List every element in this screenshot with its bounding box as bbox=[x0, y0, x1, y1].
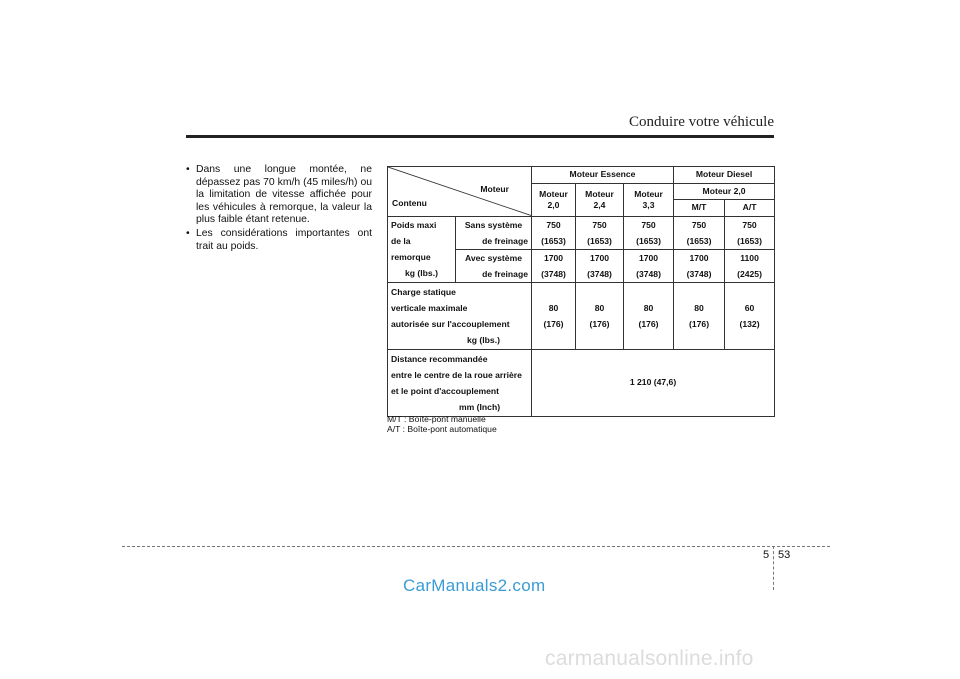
footer-rule bbox=[122, 546, 830, 547]
distance-label: Distance recommandée entre le centre de la roue arrière et le point d'accouplement mm (Inch) bbox=[388, 349, 532, 416]
bullet-dot-icon: • bbox=[186, 164, 190, 175]
page-header-title: Conduire votre véhicule bbox=[629, 114, 774, 130]
engine-header: Moteur 2,4 bbox=[576, 183, 624, 216]
bullet-list bbox=[186, 164, 372, 254]
table-row bbox=[388, 349, 775, 416]
value-cell: 1700 (3748) bbox=[674, 249, 725, 282]
corner-label-content: Contenu bbox=[392, 198, 427, 208]
group-header-essence: Moteur Essence bbox=[532, 167, 674, 184]
transmission-at: A/T bbox=[725, 200, 775, 217]
value-cell: 80 (176) bbox=[576, 282, 624, 349]
distance-value: 1 210 (47,6) bbox=[532, 349, 775, 416]
corner-label-engine: Moteur bbox=[480, 184, 509, 194]
value-cell: 750 (1653) bbox=[624, 216, 674, 249]
group-header-diesel: Moteur Diesel bbox=[674, 167, 775, 184]
engine-header: Moteur 2,0 bbox=[532, 183, 576, 216]
watermark-carmanualsonline: carmanualsonline.info bbox=[545, 647, 754, 670]
transmission-mt: M/T bbox=[674, 200, 725, 217]
static-load-label: Charge statique verticale maximale autorisée sur l'accouplement kg (lbs.) bbox=[388, 282, 532, 349]
table-corner-cell bbox=[388, 167, 532, 217]
table-notes bbox=[387, 414, 497, 434]
bullet-dot-icon: • bbox=[186, 227, 190, 239]
watermark-carmanuals2[interactable]: CarManuals2.com bbox=[403, 576, 546, 595]
value-cell: 1700 (3748) bbox=[576, 249, 624, 282]
chapter-number: 5 bbox=[763, 549, 770, 561]
table-row bbox=[388, 282, 775, 349]
diesel-engine-header: Moteur 2,0 bbox=[674, 183, 775, 200]
header-rule bbox=[186, 135, 774, 138]
engine-header: Moteur 3,3 bbox=[624, 183, 674, 216]
note-at: A/T : Boîte-pont automatique bbox=[387, 424, 497, 434]
value-cell: 60 (132) bbox=[725, 282, 775, 349]
value-cell: 80 (176) bbox=[624, 282, 674, 349]
value-cell: 750 (1653) bbox=[725, 216, 775, 249]
weight-label: Poids maxi de la remorque kg (lbs.) bbox=[388, 216, 456, 282]
note-mt: M/T : Boîte-pont manuelle bbox=[387, 414, 486, 424]
page-number: 53 bbox=[778, 549, 791, 561]
avec-label: Avec système de freinage bbox=[456, 249, 532, 282]
bullet-item: • Dans une longue montée, ne dépassez pas 70 km/h (45 miles/h) ou la limitation de vitesse affichée pour les véhicules à remorque, la valeur la plus faible étant retenue. bbox=[186, 164, 372, 226]
value-cell: 750 (1653) bbox=[532, 216, 576, 249]
sans-label: Sans système de freinage bbox=[456, 216, 532, 249]
value-cell: 750 (1653) bbox=[674, 216, 725, 249]
value-cell: 80 (176) bbox=[532, 282, 576, 349]
value-cell: 1100 (2425) bbox=[725, 249, 775, 282]
value-cell: 1700 (3748) bbox=[624, 249, 674, 282]
value-cell: 750 (1653) bbox=[576, 216, 624, 249]
value-cell: 1700 (3748) bbox=[532, 249, 576, 282]
page-number-divider bbox=[773, 546, 774, 590]
towing-spec-table bbox=[387, 166, 775, 417]
bullet-item: • Les considérations importantes ont trait au poids. bbox=[186, 227, 372, 252]
value-cell: 80 (176) bbox=[674, 282, 725, 349]
